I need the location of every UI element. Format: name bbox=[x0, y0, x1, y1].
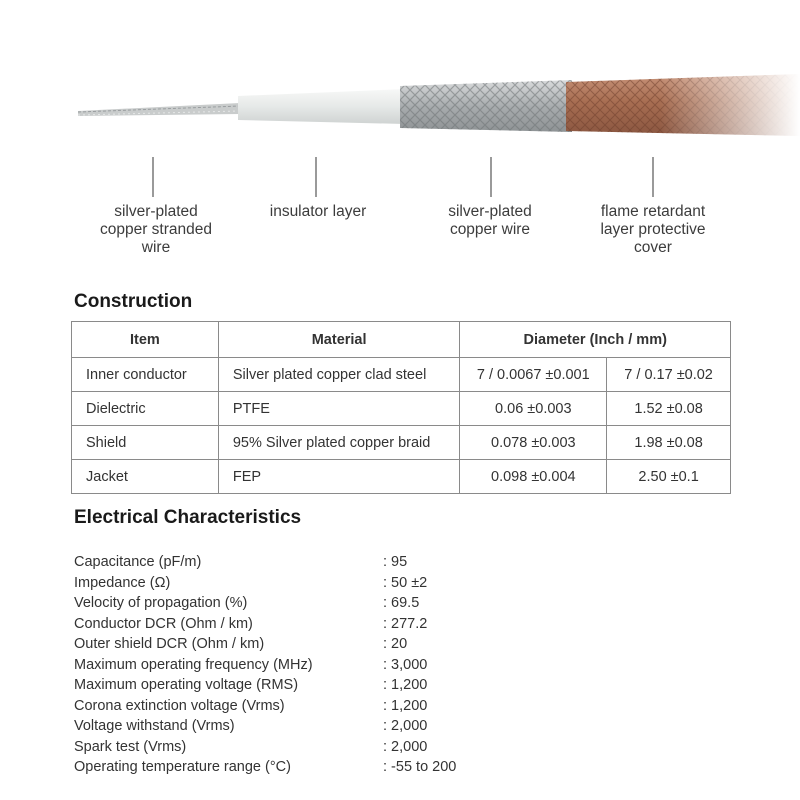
callout-insulator: insulator layer bbox=[269, 203, 367, 220]
spec-value: : 50 ±2 bbox=[383, 574, 428, 591]
table-header-row bbox=[72, 322, 731, 358]
cell-item: Inner conductor bbox=[72, 358, 219, 392]
cell-diameter-inch: 0.078 ±0.003 bbox=[460, 426, 607, 460]
cell-diameter-inch: 0.098 ±0.004 bbox=[460, 460, 607, 494]
spec-value: : 2,000 bbox=[383, 738, 428, 755]
cell-material: 95% Silver plated copper braid bbox=[218, 426, 460, 460]
spec-value: : 20 bbox=[383, 636, 408, 652]
callout-jacket: flame retardant layer protective cover bbox=[600, 203, 706, 256]
spec-value: : 1,200 bbox=[383, 697, 428, 714]
spec-value: : 69.5 bbox=[383, 595, 420, 611]
construction-table bbox=[71, 321, 731, 494]
header-diameter: Diameter (Inch / mm) bbox=[460, 322, 731, 358]
cell-material: Silver plated copper clad steel bbox=[218, 358, 460, 392]
table-row bbox=[72, 426, 731, 460]
cell-material: FEP bbox=[218, 460, 460, 494]
cell-material: PTFE bbox=[218, 392, 460, 426]
callout-shield: silver-plated copper wire bbox=[448, 203, 532, 238]
cell-diameter-mm: 1.52 ±0.08 bbox=[607, 392, 731, 426]
construction-title: Construction bbox=[74, 291, 193, 312]
spec-value: : -55 to 200 bbox=[383, 759, 457, 775]
cell-diameter-mm: 2.50 ±0.1 bbox=[607, 460, 731, 494]
cell-diameter-mm: 7 / 0.17 ±0.02 bbox=[607, 358, 731, 392]
spec-name: Voltage withstand (Vrms) bbox=[74, 718, 235, 734]
cell-diameter-mm: 1.98 ±0.08 bbox=[607, 426, 731, 460]
cable-illustration bbox=[0, 0, 800, 150]
header-material: Material bbox=[218, 322, 460, 358]
header-item: Item bbox=[72, 322, 219, 358]
spec-name: Impedance (Ω) bbox=[74, 574, 171, 591]
cell-diameter-inch: 7 / 0.0067 ±0.001 bbox=[460, 358, 607, 392]
spec-name: Capacitance (pF/m) bbox=[74, 554, 202, 570]
table-row bbox=[72, 460, 731, 494]
spec-name: Spark test (Vrms) bbox=[74, 738, 187, 755]
conductor-leader-line bbox=[152, 157, 154, 197]
spec-name: Operating temperature range (°C) bbox=[74, 759, 291, 775]
spec-name: Conductor DCR (Ohm / km) bbox=[74, 615, 253, 632]
spec-name: Outer shield DCR (Ohm / km) bbox=[74, 636, 265, 652]
table-row bbox=[72, 358, 731, 392]
spec-value: : 95 bbox=[383, 554, 408, 570]
spec-name: Corona extinction voltage (Vrms) bbox=[74, 697, 285, 714]
spec-value: : 3,000 bbox=[383, 656, 428, 673]
electrical-title: Electrical Characteristics bbox=[74, 507, 302, 528]
spec-value: : 2,000 bbox=[383, 718, 428, 734]
spec-value: : 277.2 bbox=[383, 615, 428, 632]
cell-item: Dielectric bbox=[72, 392, 219, 426]
cell-item: Jacket bbox=[72, 460, 219, 494]
cell-diameter-inch: 0.06 ±0.003 bbox=[460, 392, 607, 426]
insulator-leader-line bbox=[315, 157, 317, 197]
callout-conductor: silver-plated copper stranded wire bbox=[99, 203, 213, 256]
spec-name: Maximum operating frequency (MHz) bbox=[74, 656, 313, 673]
jacket-leader-line bbox=[652, 157, 654, 197]
spec-value: : 1,200 bbox=[383, 677, 428, 693]
table-row bbox=[72, 392, 731, 426]
spec-name: Maximum operating voltage (RMS) bbox=[74, 677, 299, 693]
cell-item: Shield bbox=[72, 426, 219, 460]
shield-leader-line bbox=[490, 157, 492, 197]
spec-name: Velocity of propagation (%) bbox=[74, 595, 248, 611]
insulator-layer bbox=[238, 89, 405, 124]
